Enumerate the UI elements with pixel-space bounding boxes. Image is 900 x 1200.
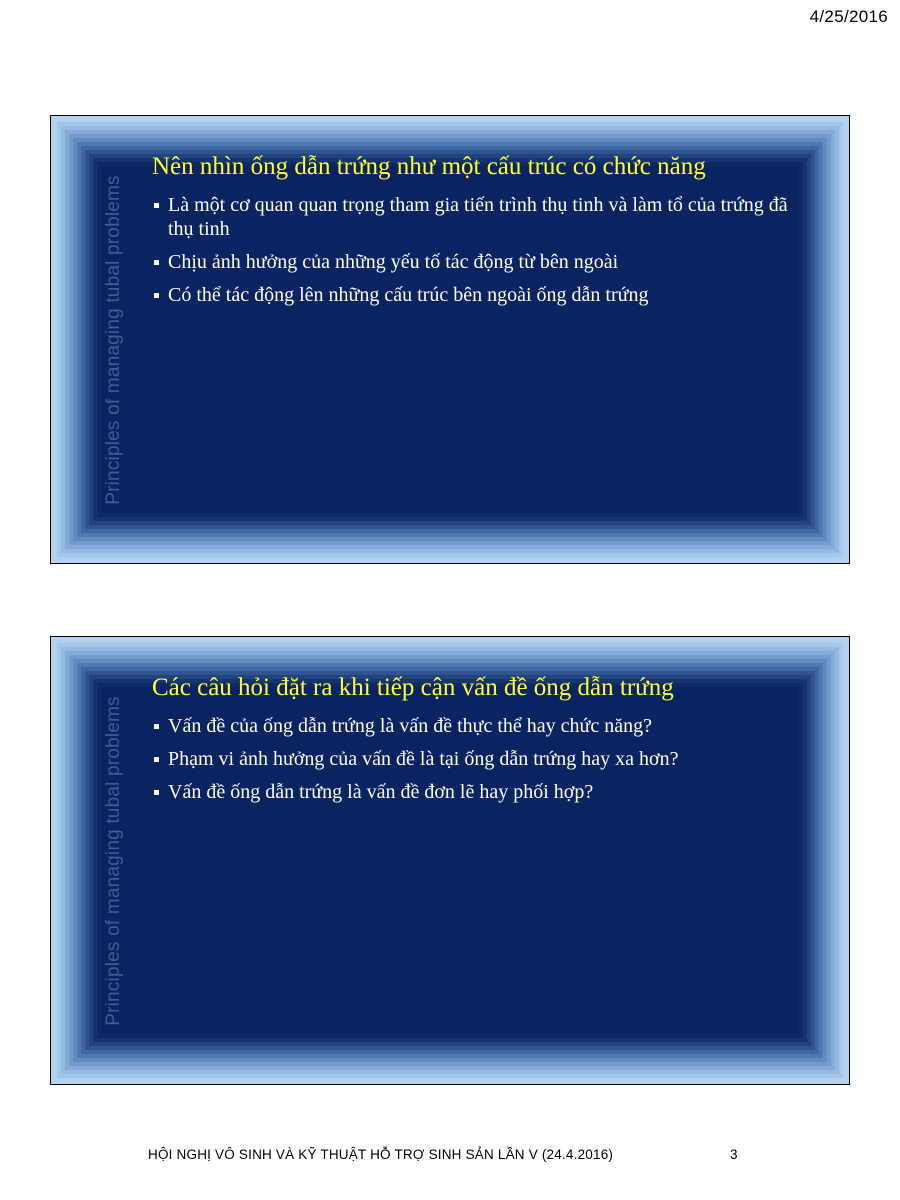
bullet-text: Có thể tác động lên những cấu trúc bên ngoài ống dẫn trứng — [168, 283, 649, 306]
square-bullet-icon — [154, 203, 159, 208]
slide-content — [152, 153, 809, 316]
square-bullet-icon — [154, 724, 159, 729]
page-number: 3 — [730, 1147, 738, 1162]
square-bullet-icon — [154, 293, 159, 298]
page-date: 4/25/2016 — [809, 7, 888, 26]
bullet-item — [152, 780, 809, 804]
square-bullet-icon — [154, 790, 159, 795]
square-bullet-icon — [154, 260, 159, 265]
bullet-list — [152, 714, 809, 804]
square-bullet-icon — [154, 757, 159, 762]
bullet-text: Chịu ảnh hưởng của những yếu tố tác động từ bên ngoài — [168, 250, 619, 273]
bullet-item — [152, 747, 809, 771]
bullet-text: Vấn đề của ống dẫn trứng là vấn đề thực thể hay chức năng? — [168, 714, 653, 737]
slide-side-label: Principles of managing tubal problems — [103, 174, 124, 505]
slide-2 — [50, 636, 850, 1085]
slide-side-label: Principles of managing tubal problems — [103, 695, 124, 1026]
bullet-item — [152, 714, 809, 738]
bullet-item — [152, 250, 809, 274]
slide-content — [152, 674, 809, 813]
slide-1 — [50, 115, 850, 564]
bullet-text: Vấn đề ống dẫn trứng là vấn đề đơn lẽ hay phối hợp? — [168, 780, 594, 803]
page-footer: HỘI NGHỊ VÔ SINH VÀ KỸ THUẬT HỖ TRỢ SINH SẢN LẦN V (24.4.2016) — [148, 1147, 614, 1162]
bullet-item — [152, 283, 809, 307]
bullet-list — [152, 193, 809, 307]
bullet-text: Phạm vi ảnh hưởng của vấn đề là tại ống dẫn trứng hay xa hơn? — [168, 747, 679, 770]
bullet-item — [152, 193, 809, 241]
bullet-text: Là một cơ quan quan trọng tham gia tiến trình thụ tinh và làm tổ của trứng đã thụ tinh — [168, 193, 788, 240]
slide-title: Các câu hỏi đặt ra khi tiếp cận vấn đề ống dẫn trứng — [152, 674, 674, 701]
slide-title: Nên nhìn ống dẫn trứng như một cấu trúc có chức năng — [152, 153, 706, 180]
